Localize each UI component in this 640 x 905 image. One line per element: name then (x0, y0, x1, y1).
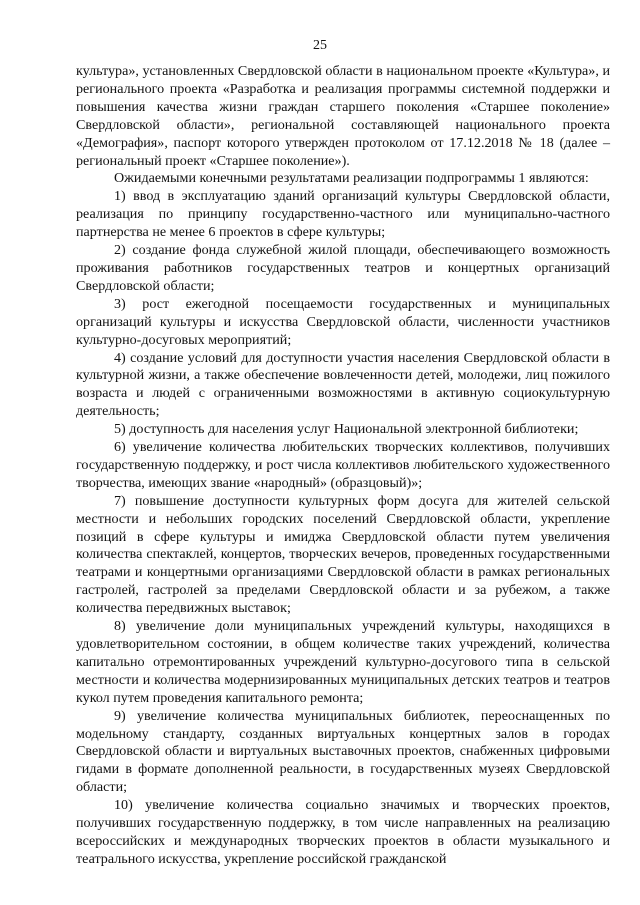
list-item-3: 3) рост ежегодной посещаемости государственных и муниципальных организаций культуры и искусства Свердловской области, численности участников культурно-досуговых мероприятий; (76, 295, 610, 348)
list-item-4: 4) создание условий для доступности участия населения Свердловской области в культурной жизни, а также обеспечение вовлеченности детей, молодежи, лиц пожилого возраста и людей с ограниченными возможностями в активную социокультурную деятельность; (76, 349, 610, 420)
list-item-2: 2) создание фонда служебной жилой площади, обеспечивающего возможность проживания работников государственных театров и концертных организаций Свердловской области; (76, 242, 610, 294)
list-item-7: 7) повышение доступности культурных форм досуга для жителей сельской местности и небольших городских поселений Свердловской области, укрепление позиций в сфере культуры и имиджа Свердловской области путем увеличения количества спектаклей, концертов, творческих вечеров, проведенных государственными театрами и концертными организациями Свердловской области в рамках региональных гастролей, гастролей за пределами Свердловской области и за рубежом, а также количества передвижных выставок; (76, 492, 610, 617)
paragraph-continuation: культура», установленных Свердловской области в национальном проекте «Культура», и регионального проекта «Разработка и реализация программы системной поддержки и повышения качества жизни граждан старшего поколения «Старшее поколение» Свердловской области», региональной составляющей национального проекта «Демография», паспорт которого утвержден протоколом от 17.12.2018 № 18 (далее – региональный проект «Старшее поколение»). (76, 63, 610, 169)
list-item-5: 5) доступность для населения услуг Национальной электронной библиотеки; (114, 421, 579, 438)
list-item-9: 9) увеличение количества муниципальных библиотек, переоснащенных по модельному стандарту, созданных виртуальных концертных залов в городах Свердловской области и виртуальных выставочных проектов, снабженных цифровыми гидами в формате дополненной реальности, в государственных музеях Свердловской области; (76, 707, 610, 796)
list-item-8: 8) увеличение доли муниципальных учреждений культуры, находящихся в удовлетворительном состоянии, в общем количестве таких учреждений, количества капитально отремонтированных учреждений культурно-досугового типа в сельской местности и количества модернизированных муниципальных детских театров и театров кукол путем проведения капитального ремонта; (76, 618, 610, 706)
list-item-6: 6) увеличение количества любительских творческих коллективов, получивших государственную поддержку, и рост числа коллективов любительского художественного творчества, имеющих звание «народный» (образцовый)»; (76, 439, 610, 491)
paragraph-results-intro: Ожидаемыми конечными результатами реализации подпрограммы 1 являются: (114, 170, 589, 187)
document-body (76, 63, 610, 869)
list-item-10: 10) увеличение количества социально значимых и творческих проектов, получивших государственную поддержку, в том числе направленных на реализацию всероссийских и международных творческих проектов в области музыкального и театрального искусства, укрепление российской гражданской (76, 797, 610, 867)
list-item-1: 1) ввод в эксплуатацию зданий организаций культуры Свердловской области, реализация по принципу государственно-частного или муниципально-частного партнерства не менее 6 проектов в сфере культуры; (76, 188, 610, 241)
page-number: 25 (313, 38, 327, 53)
